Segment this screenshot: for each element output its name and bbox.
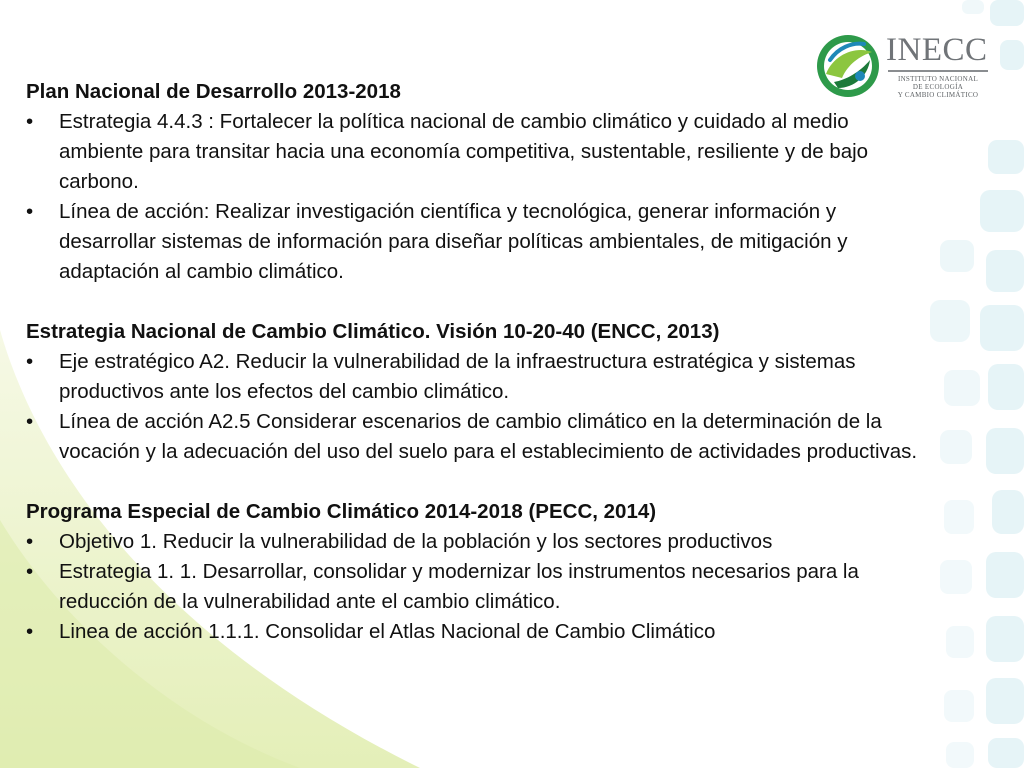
- logo-name: INECC: [886, 32, 988, 68]
- logo-subtitle-line: DE ECOLOGÍA: [912, 83, 964, 91]
- logo-subtitle-line: INSTITUTO NACIONAL: [897, 75, 979, 83]
- bullet-dot: •: [26, 620, 34, 643]
- bullet-item: [26, 197, 926, 287]
- bullet-text: Estrategia 1. 1. Desarrollar, consolidar y modernizar los instrumentos necesarios para la reducción de la vulnerabilidad ante el cambio climático.: [59, 560, 859, 613]
- bullet-list: [26, 107, 926, 287]
- tile-grid-decoration: [930, 0, 1024, 768]
- bullet-list: [26, 347, 926, 467]
- bullet-item: [26, 107, 926, 197]
- section-pecc: [26, 497, 926, 647]
- section-spacer: [26, 467, 926, 497]
- bullet-dot: •: [26, 200, 34, 223]
- logo-divider: [888, 70, 988, 72]
- bullet-item: [26, 617, 926, 647]
- bullet-text: Línea de acción: Realizar investigación científica y tecnológica, generar información y desarrollar sistemas de información para diseñar políticas ambientales, de mitigación y adaptación al cambio climático.: [59, 200, 848, 283]
- bullet-text: Estrategia 4.4.3 : Fortalecer la política nacional de cambio climático y cuidado al medio ambiente para transitar hacia una economía competitiva, sustentable, resiliente y de bajo carbono.: [59, 110, 869, 193]
- bullet-item: [26, 407, 926, 467]
- bullet-item: [26, 527, 926, 557]
- section-heading: Estrategia Nacional de Cambio Climático. Visión 10-20-40 (ENCC, 2013): [26, 320, 720, 343]
- bullet-list: [26, 527, 926, 647]
- section-spacer: [26, 287, 926, 317]
- section-heading: Programa Especial de Cambio Climático 2014-2018 (PECC, 2014): [26, 500, 657, 523]
- bullet-dot: •: [26, 350, 34, 373]
- section-heading: Plan Nacional de Desarrollo 2013-2018: [26, 80, 401, 103]
- section-encc: [26, 317, 926, 467]
- bullet-text: Objetivo 1. Reducir la vulnerabilidad de la población y los sectores productivos: [59, 530, 773, 553]
- bullet-item: [26, 347, 926, 407]
- bullet-dot: •: [26, 530, 34, 553]
- slide-content: [26, 77, 926, 647]
- bullet-text: Línea de acción A2.5 Considerar escenarios de cambio climático en la determinación de la vocación y la adecuación del uso del suelo para el establecimiento de actividades productivas.: [59, 410, 918, 463]
- bullet-dot: •: [26, 410, 34, 433]
- bullet-dot: •: [26, 110, 34, 133]
- bullet-text: Eje estratégico A2. Reducir la vulnerabilidad de la infraestructura estratégica y sistemas productivos ante los efectos del cambio climático.: [59, 350, 856, 403]
- section-plan-nacional: [26, 77, 926, 287]
- bullet-item: [26, 557, 926, 617]
- logo-subtitle-line: Y CAMBIO CLIMÁTICO: [897, 91, 979, 99]
- bullet-text: Linea de acción 1.1.1. Consolidar el Atlas Nacional de Cambio Climático: [59, 620, 716, 643]
- bullet-dot: •: [26, 560, 34, 583]
